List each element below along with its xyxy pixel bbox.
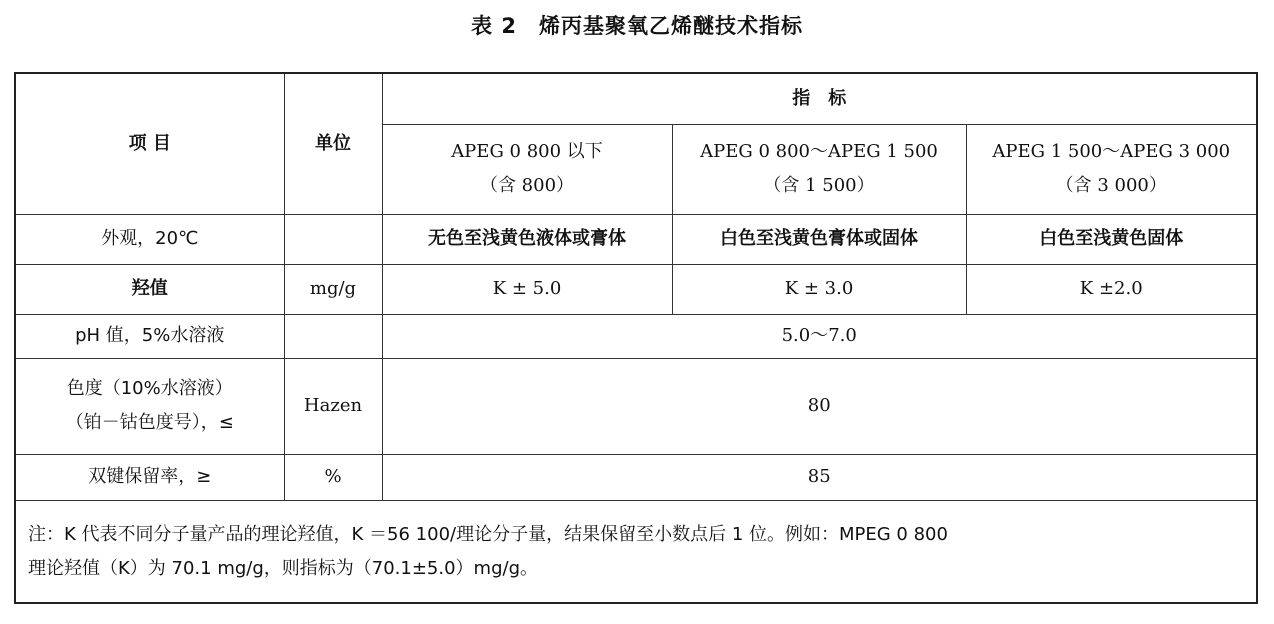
appearance-unit bbox=[284, 214, 382, 264]
grade-2-line2: （含 1 500） bbox=[763, 175, 875, 196]
row-ph bbox=[16, 314, 1256, 358]
double-bond-item: 双键保留率，≥ bbox=[16, 454, 284, 500]
hydroxyl-unit: mg/g bbox=[284, 264, 382, 314]
note-line-1: 注：K 代表不同分子量产品的理论羟值，K ＝56 100/理论分子量，结果保留至小数点后 1 位。例如：MPEG 0 800 bbox=[28, 524, 948, 546]
grade-2-header bbox=[672, 124, 966, 214]
spec-table bbox=[16, 74, 1256, 596]
double-bond-value: 85 bbox=[382, 454, 1256, 500]
hydroxyl-grade-2: K ± 3.0 bbox=[672, 264, 966, 314]
row-appearance bbox=[16, 214, 1256, 264]
appearance-grade-2: 白色至浅黄色膏体或固体 bbox=[672, 214, 966, 264]
header-unit: 单位 bbox=[284, 74, 382, 214]
row-note bbox=[16, 500, 1256, 596]
ph-unit bbox=[284, 314, 382, 358]
spec-table-frame bbox=[14, 72, 1258, 604]
color-unit: Hazen bbox=[284, 358, 382, 454]
hydroxyl-item: 羟值 bbox=[16, 264, 284, 314]
grade-3-header bbox=[966, 124, 1256, 214]
row-hydroxyl bbox=[16, 264, 1256, 314]
row-double-bond bbox=[16, 454, 1256, 500]
header-item: 项 目 bbox=[16, 74, 284, 214]
color-item bbox=[16, 358, 284, 454]
grade-3-line2: （含 3 000） bbox=[1055, 175, 1167, 196]
hydroxyl-grade-3: K ±2.0 bbox=[966, 264, 1256, 314]
color-item-line1: 色度（10%水溶液） bbox=[66, 378, 233, 399]
appearance-grade-3: 白色至浅黄色固体 bbox=[966, 214, 1256, 264]
ph-value: 5.0～7.0 bbox=[382, 314, 1256, 358]
grade-2-line1: APEG 0 800～APEG 1 500 bbox=[700, 141, 938, 162]
table-title: 表 2 烯丙基聚氧乙烯醚技术指标 bbox=[471, 14, 803, 38]
appearance-grade-1: 无色至浅黄色液体或膏体 bbox=[382, 214, 672, 264]
color-item-line2: （铂－钴色度号），≤ bbox=[65, 412, 234, 433]
note-line-2: 理论羟值（K）为 70.1 mg/g，则指标为（70.1±5.0）mg/g。 bbox=[28, 558, 539, 580]
grade-1-line1: APEG 0 800 以下 bbox=[451, 141, 603, 162]
grade-3-line1: APEG 1 500～APEG 3 000 bbox=[992, 141, 1231, 162]
ph-item: pH 值，5%水溶液 bbox=[16, 314, 284, 358]
double-bond-unit: % bbox=[284, 454, 382, 500]
color-value: 80 bbox=[382, 358, 1256, 454]
hydroxyl-grade-1: K ± 5.0 bbox=[382, 264, 672, 314]
row-color bbox=[16, 358, 1256, 454]
header-indicator: 指 标 bbox=[382, 74, 1256, 124]
table-note bbox=[16, 500, 1256, 596]
grade-1-line2: （含 800） bbox=[479, 175, 575, 196]
appearance-item: 外观，20℃ bbox=[16, 214, 284, 264]
grade-1-header bbox=[382, 124, 672, 214]
header-row-1 bbox=[16, 74, 1256, 124]
